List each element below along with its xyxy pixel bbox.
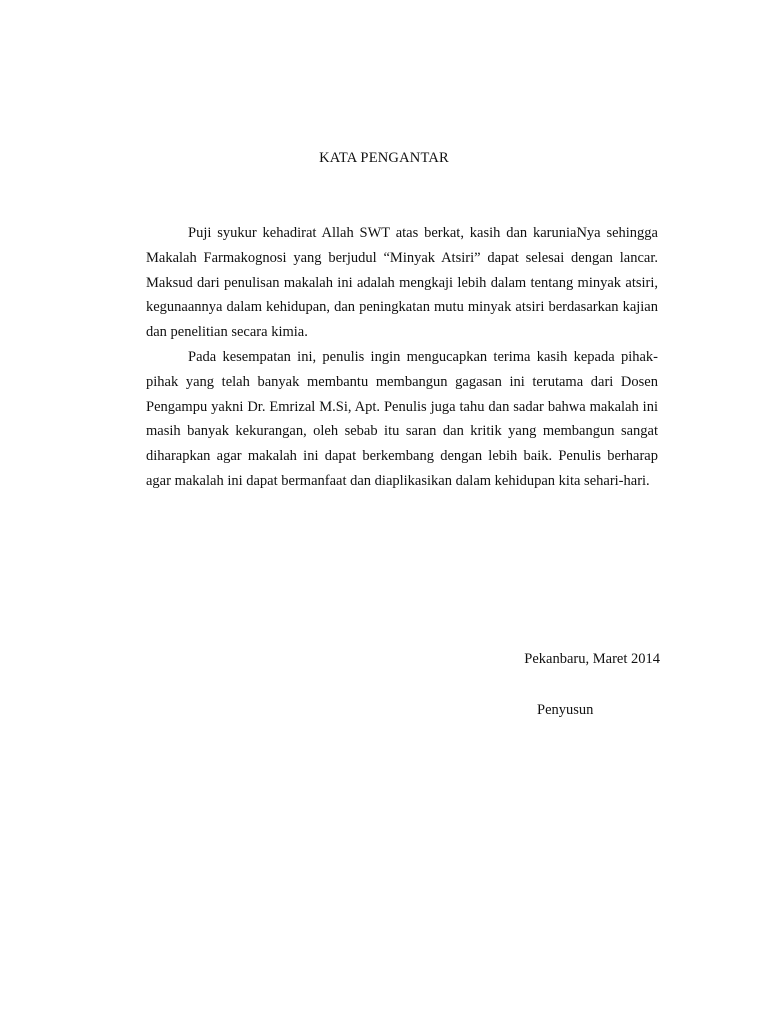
page-title: KATA PENGANTAR: [319, 150, 449, 166]
paragraph-2: Pada kesempatan ini, penulis ingin mengucapkan terima kasih kepada pihak-pihak yang telah banyak membantu membangun gagasan ini terutama dari Dosen Pengampu yakni Dr. Emrizal M.Si, Apt. Penulis juga tahu dan sadar bahwa makalah ini masih banyak kekurangan, oleh sebab itu saran dan kritik yang membangun sangat diharapkan agar makalah ini dapat berkembang dengan lebih baik. Penulis berharap agar makalah ini dapat bermanfaat dan diaplikasikan dalam kehidupan kita sehari-hari.: [146, 348, 658, 489]
paragraph-1: Puji syukur kehadirat Allah SWT atas berkat, kasih dan karuniaNya sehingga Makalah Farmakognosi yang berjudul “Minyak Atsiri” dapat selesai dengan lancar. Maksud dari penulisan makalah ini adalah mengkaji lebih dalam tentang minyak atsiri, kegunaannya dalam kehidupan, dan peningkatan mutu minyak atsiri berdasarkan kajian dan penelitian secara kimia.: [146, 225, 658, 341]
body-text: [146, 221, 658, 494]
place-date: Pekanbaru, Maret 2014: [524, 651, 660, 667]
author-label: Penyusun: [537, 702, 594, 718]
